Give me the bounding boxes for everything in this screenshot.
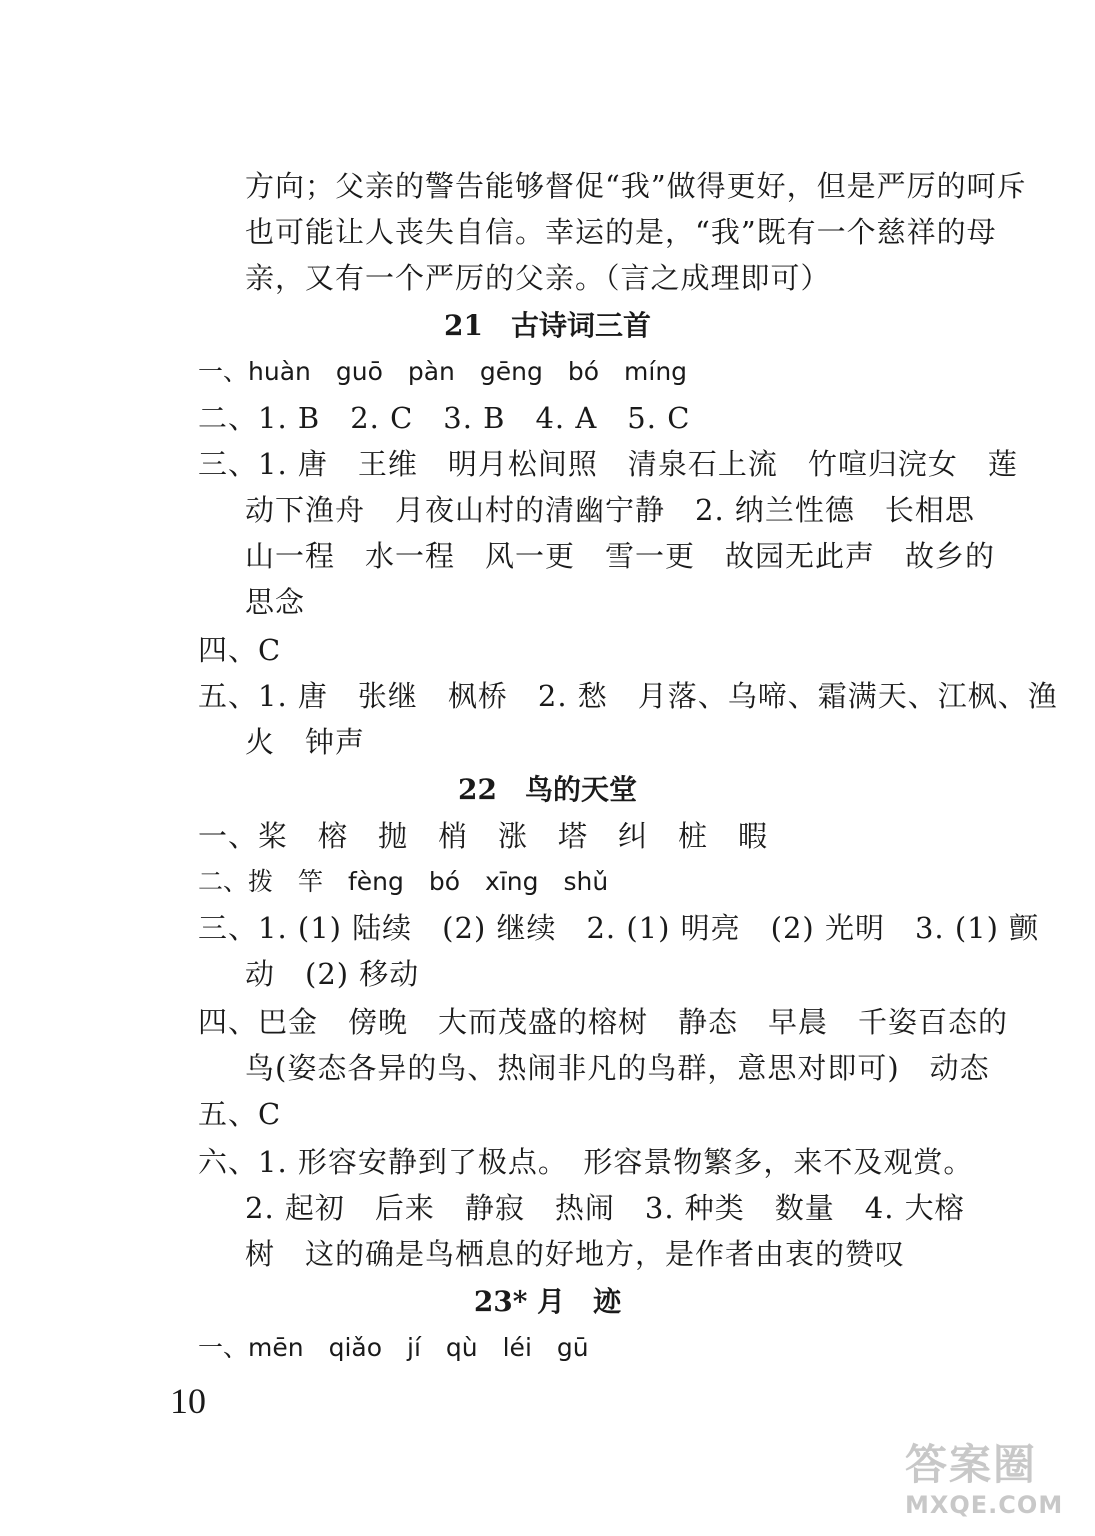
answer-line: 2. 起初 后来 静寂 热闹 3. 种类 数量 4. 大榕 [245, 1191, 965, 1225]
section-heading-23: 23* 月 迹 [473, 1285, 622, 1318]
answer-line: 思念 [245, 585, 306, 619]
section-heading-21: 21 古诗词三首 [444, 309, 651, 342]
answer-line: 动 (2) 移动 [245, 957, 420, 991]
answer-line: 三、1. (1) 陆续 (2) 继续 2. (1) 明亮 (2) 光明 3. (1) 颤 [198, 911, 1040, 945]
continuation-line: 方向；父亲的警告能够督促“我”做得更好，但是严厉的呵斥 [245, 169, 1027, 203]
answer-line: 一、mēn qiǎo jí qù léi gū [198, 1333, 589, 1362]
continuation-line: 也可能让人丧失自信。幸运的是，“我”既有一个慈祥的母 [245, 215, 997, 249]
watermark-logo-text: 答案圈 [905, 1440, 1038, 1489]
watermark-logo [905, 1440, 1085, 1530]
answer-line: 四、C [198, 633, 282, 667]
answer-line: 鸟(姿态各异的鸟、热闹非凡的鸟群，意思对即可) 动态 [245, 1051, 990, 1085]
answer-line: 树 这的确是鸟栖息的好地方，是作者由衷的赞叹 [245, 1237, 906, 1271]
continuation-line: 亲，又有一个严厉的父亲。（言之成理即可） [245, 261, 831, 295]
answer-line: 五、1. 唐 张继 枫桥 2. 愁 月落、乌啼、霜满天、江枫、渔 [198, 679, 1058, 713]
answer-line: 六、1. 形容安静到了极点。 形容景物繁多，来不及观赏。 [198, 1145, 974, 1179]
answer-line: 山一程 水一程 风一更 雪一更 故园无此声 故乡的 [245, 539, 996, 573]
section-heading-22: 22 鸟的天堂 [458, 773, 637, 806]
answer-line: 动下渔舟 月夜山村的清幽宁静 2. 纳兰性德 长相思 [245, 493, 975, 527]
answer-line: 三、1. 唐 王维 明月松间照 清泉石上流 竹喧归浣女 莲 [198, 447, 1018, 481]
answer-line: 二、1. B 2. C 3. B 4. A 5. C [198, 401, 691, 435]
answer-line: 二、拨 竿 fèng bó xīng shǔ [198, 867, 609, 896]
answer-line: 火 钟声 [245, 725, 366, 759]
watermark-url: MXQE.COM [905, 1491, 1064, 1519]
answer-line: 四、巴金 傍晚 大而茂盛的榕树 静态 早晨 千姿百态的 [198, 1005, 1009, 1039]
answer-line: 一、桨 榕 抛 梢 涨 塔 纠 桩 暇 [198, 819, 769, 853]
page-number: 10 [170, 1381, 206, 1421]
answer-line: 五、C [198, 1097, 282, 1131]
answer-line: 一、huàn guō pàn gēng bó míng [198, 357, 688, 386]
